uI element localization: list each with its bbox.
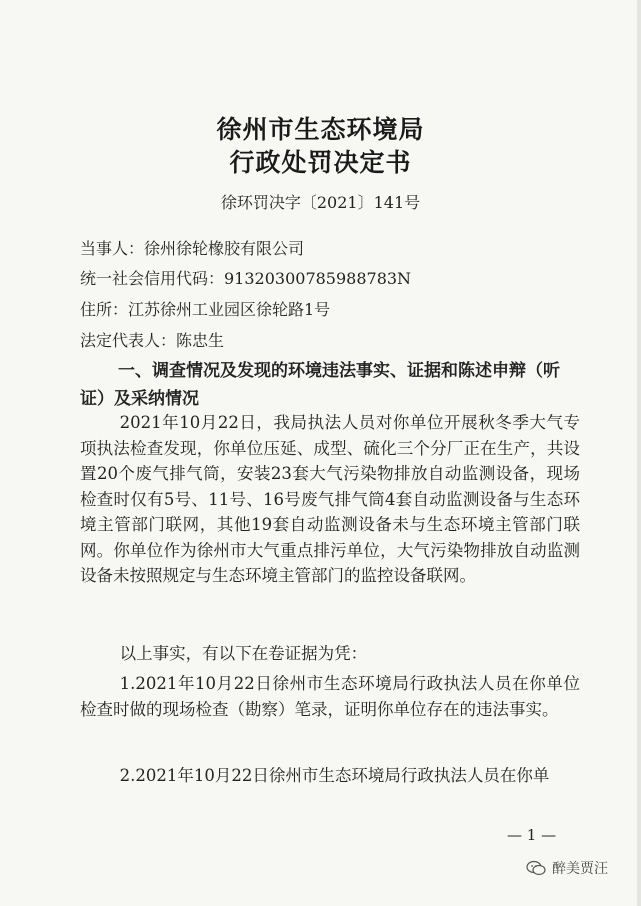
wechat-icon bbox=[526, 860, 546, 876]
paragraph-evidence-2: 2.2021年10月22日徐州市生态环境局行政执法人员在你单 bbox=[119, 766, 550, 785]
document-title-line2: 行政处罚决定书 bbox=[229, 148, 412, 177]
credit-code: 统一社会信用代码：91320300785988783N bbox=[80, 269, 412, 288]
paragraph-facts: 2021年10月22日，我局执法人员对你单位开展秋冬季大气专项执法检查发现，你单位压延、成型、硫化三个分厂正在生产，共设置20个废气排气筒，安装23套大气污染物排放自动监测设备，现场检查时仅有5号、11号、16号废气排气筒4套自动监测设备与生态环境主管部门联网，其他19套自动监测设备未与生态环境主管部门联网。你单位作为徐州市大气重点排污单位，大气污染物排放自动监测设备未按照规定与生态环境主管部门的监控设备联网。 bbox=[80, 413, 580, 585]
paragraph-evidence-intro: 以上事实，有以下在卷证据为凭： bbox=[119, 644, 368, 663]
party-name: 当事人：徐州徐轮橡胶有限公司 bbox=[80, 239, 305, 258]
document-title-line1: 徐州市生态环境局 bbox=[216, 115, 425, 144]
legal-representative: 法定代表人：陈忠生 bbox=[80, 331, 225, 350]
document-number: 徐环罚决字〔2021〕141号 bbox=[220, 193, 421, 212]
page-number: — 1 — bbox=[507, 826, 557, 844]
section1-heading-line1: 一、调查情况及发现的环境违法事实、证据和陈述申辩（听 bbox=[118, 361, 560, 381]
address: 住所：江苏徐州工业园区徐轮路1号 bbox=[80, 300, 331, 319]
watermark bbox=[526, 858, 608, 878]
watermark-text: 醉美贾汪 bbox=[552, 861, 608, 877]
paragraph-evidence-1: 1.2021年10月22日徐州市生态环境局行政执法人员在你单位检查时做的现场检查（勘察）笔录，证明你单位存在的违法事实。 bbox=[80, 674, 580, 719]
section1-heading-line2: 证）及采纳情况 bbox=[80, 389, 199, 409]
